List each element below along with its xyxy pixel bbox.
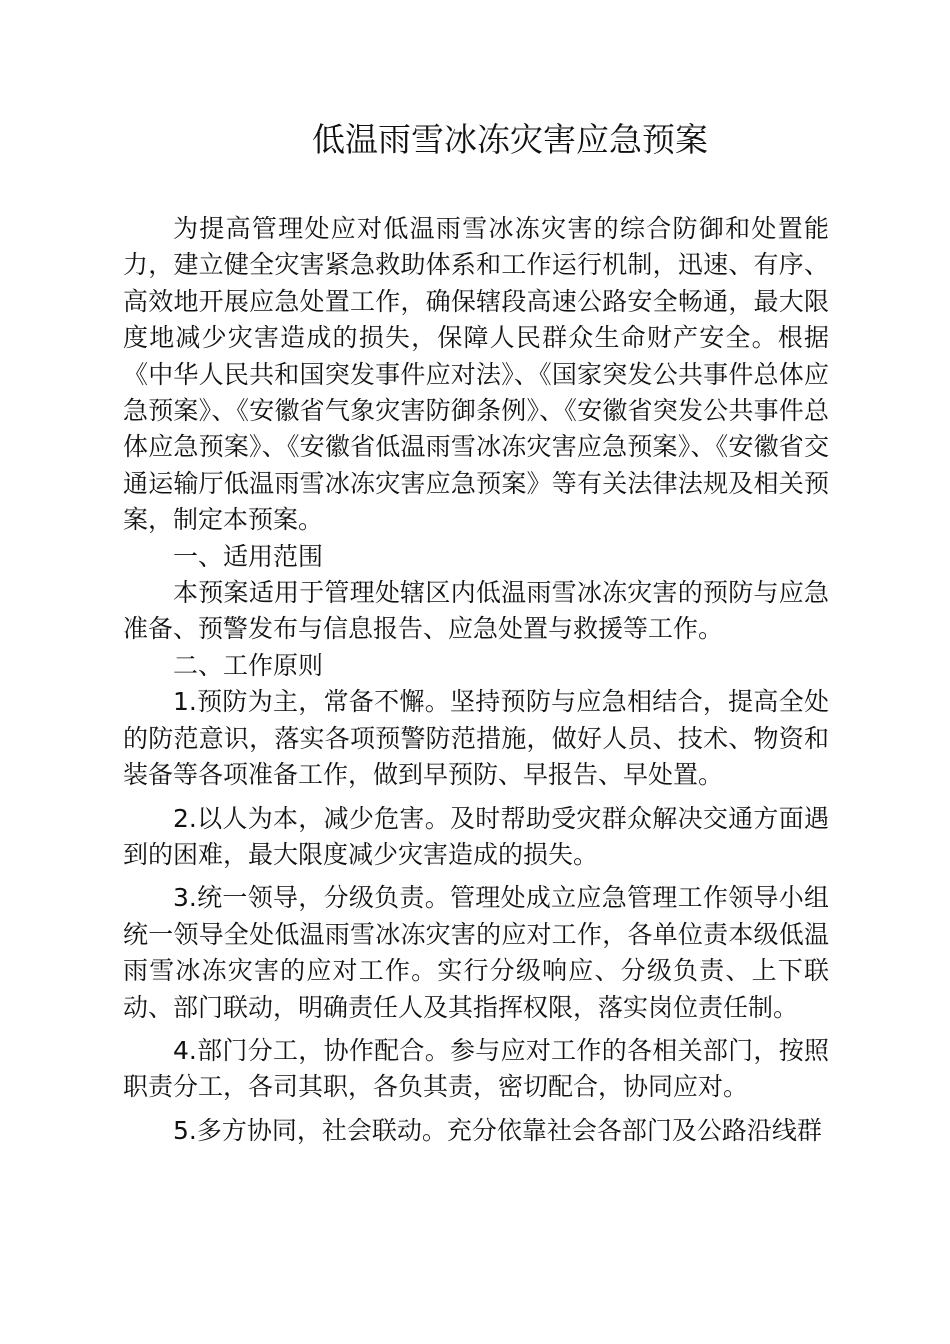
intro-paragraph: 为提高管理处应对低温雨雪冰冻灾害的综合防御和处置能力，建立健全灾害紧急救助体系和工作运行机制，迅速、有序、高效地开展应急处置工作，确保辖段高速公路安全畅通，最大限度地减少灾害造成的损失，保障人民群众生命财产安全。根据《中华人民共和国突发事件应对法》、《国家突发公共事件总体应急预案》、《安徽省气象灾害防御条例》、《安徽省突发公共事件总体应急预案》、《安徽省低温雨雪冰冻灾害应急预案》、《安徽省交通运输厅低温雨雪冰冻灾害应急预案》等有关法律法规及相关预案，制定本预案。: [123, 214, 829, 535]
principle-item-5: 5.多方协同，社会联动。充分依靠社会各部门及公路沿线群: [173, 1115, 822, 1145]
document-title: 低温雨雪冰冻灾害应急预案: [312, 120, 708, 159]
principle-item-1: 1.预防为主，常备不懈。坚持预防与应急相结合，提高全处的防范意识，落实各项预警防范措施，做好人员、技术、物资和装备等各项准备工作，做到早预防、早报告、早处置。: [123, 687, 829, 790]
principle-item-2: 2.以人为本，减少危害。及时帮助受灾群众解决交通方面遇到的困难，最大限度减少灾害造成的损失。: [123, 803, 829, 869]
principle-item-4: 4.部门分工，协作配合。参与应对工作的各相关部门，按照职责分工，各司其职，各负其责，密切配合，协同应对。: [123, 1035, 829, 1102]
section-heading-scope: 一、适用范围: [173, 541, 324, 571]
section-heading-principles: 二、工作原则: [173, 650, 324, 680]
scope-paragraph: 本预案适用于管理处辖区内低温雨雪冰冻灾害的预防与应急准备、预警发布与信息报告、应急处置与救援等工作。: [123, 578, 829, 644]
document-body: [123, 211, 829, 1149]
principle-item-3: 3.统一领导，分级负责。管理处成立应急管理工作领导小组统一领导全处低温雨雪冰冻灾害的应对工作，各单位责本级低温雨雪冰冻灾害的应对工作。实行分级响应、分级负责、上下联动、部门联动，明确责任人及其指挥权限，落实岗位责任制。: [123, 883, 829, 1022]
